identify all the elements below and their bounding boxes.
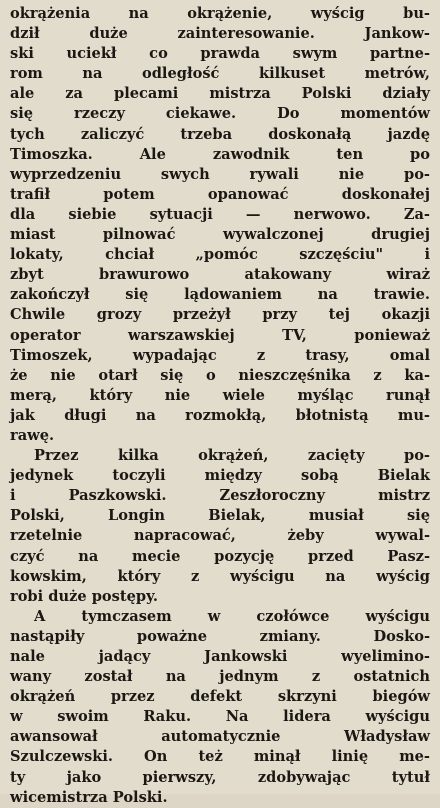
text-line: wicemistrza Polski. bbox=[10, 788, 168, 806]
text-line: ale za plecami mistrza Polski działy bbox=[10, 85, 430, 103]
text-line: zakończył się lądowaniem na trawie. bbox=[10, 286, 430, 304]
text-line: robi duże postępy. bbox=[10, 587, 158, 605]
text-line: Szulczewski. On też minął linię me- bbox=[10, 748, 430, 766]
text-line: rzetelnie napracować, żeby wywal- bbox=[10, 527, 430, 545]
article-body bbox=[10, 4, 430, 808]
text-line: jedynek toczyli między sobą Bielak bbox=[10, 467, 430, 485]
text-line: że nie otarł się o nieszczęśnika z ka- bbox=[10, 366, 430, 384]
text-line: i Paszkowski. Zeszłoroczny mistrz bbox=[10, 487, 430, 505]
text-line: A tymczasem w czołówce wyścigu bbox=[34, 607, 430, 625]
article-paragraph bbox=[10, 607, 430, 808]
text-line: ty jako pierwszy, zdobywając tytuł bbox=[10, 768, 430, 786]
text-line: dził duże zainteresowanie. Jankow- bbox=[10, 25, 430, 43]
text-line: Polski, Longin Bielak, musiał się bbox=[10, 507, 430, 525]
text-line: ski uciekł co prawda swym partne- bbox=[10, 45, 430, 63]
text-line: dla siebie sytuacji — nerwowo. Za- bbox=[10, 205, 430, 223]
text-line: czyć na mecie pozycję przed Pasz- bbox=[10, 547, 430, 565]
text-line: lokaty, chciał „pomóc szczęściu" i bbox=[10, 246, 430, 264]
text-line: kowskim, który z wyścigu na wyścig bbox=[10, 567, 430, 585]
text-line: awansował automatycznie Władysław bbox=[10, 728, 430, 746]
text-line: rom na odległość kilkuset metrów, bbox=[10, 65, 430, 83]
text-line: operator warszawskiej TV, ponieważ bbox=[10, 326, 430, 344]
text-line: okrążenia na okrążenie, wyścig bu- bbox=[10, 5, 430, 22]
text-line: jak długi na rozmokłą, błotnistą mu- bbox=[10, 406, 430, 424]
text-line: rawę. bbox=[10, 426, 55, 444]
text-line: nale jadący Jankowski wyelimino- bbox=[10, 648, 430, 665]
text-line: zbyt brawurowo atakowany wiraż bbox=[10, 266, 430, 284]
text-line: okrążeń przez defekt skrzyni biegów bbox=[10, 688, 430, 706]
text-line: merą, który nie wiele myśląc runął bbox=[10, 386, 430, 404]
text-line: Chwile grozy przeżył przy tej okazji bbox=[10, 306, 430, 324]
text-line: w swoim Raku. Na lidera wyścigu bbox=[10, 708, 430, 726]
text-line: Timoszek, wypadając z trasy, omal bbox=[10, 346, 430, 364]
text-line: się rzeczy ciekawe. Do momentów bbox=[10, 105, 430, 123]
text-line: Przez kilka okrążeń, zacięty po- bbox=[34, 447, 430, 465]
article-paragraph bbox=[10, 4, 430, 446]
text-line: wyprzedzeniu swych rywali nie po- bbox=[10, 165, 430, 183]
text-line: nastąpiły poważne zmiany. Dosko- bbox=[10, 627, 430, 645]
text-line: wany został na jednym z ostatnich bbox=[10, 668, 430, 686]
text-line: trafił potem opanować doskonałej bbox=[10, 185, 430, 203]
text-line: Timoszka. Ale zawodnik ten po bbox=[10, 145, 430, 163]
article-paragraph bbox=[10, 446, 430, 607]
text-line: miast pilnować wywalczonej drugiej bbox=[10, 226, 430, 244]
text-line: tych zaliczyć trzeba doskonałą jazdę bbox=[10, 125, 430, 143]
